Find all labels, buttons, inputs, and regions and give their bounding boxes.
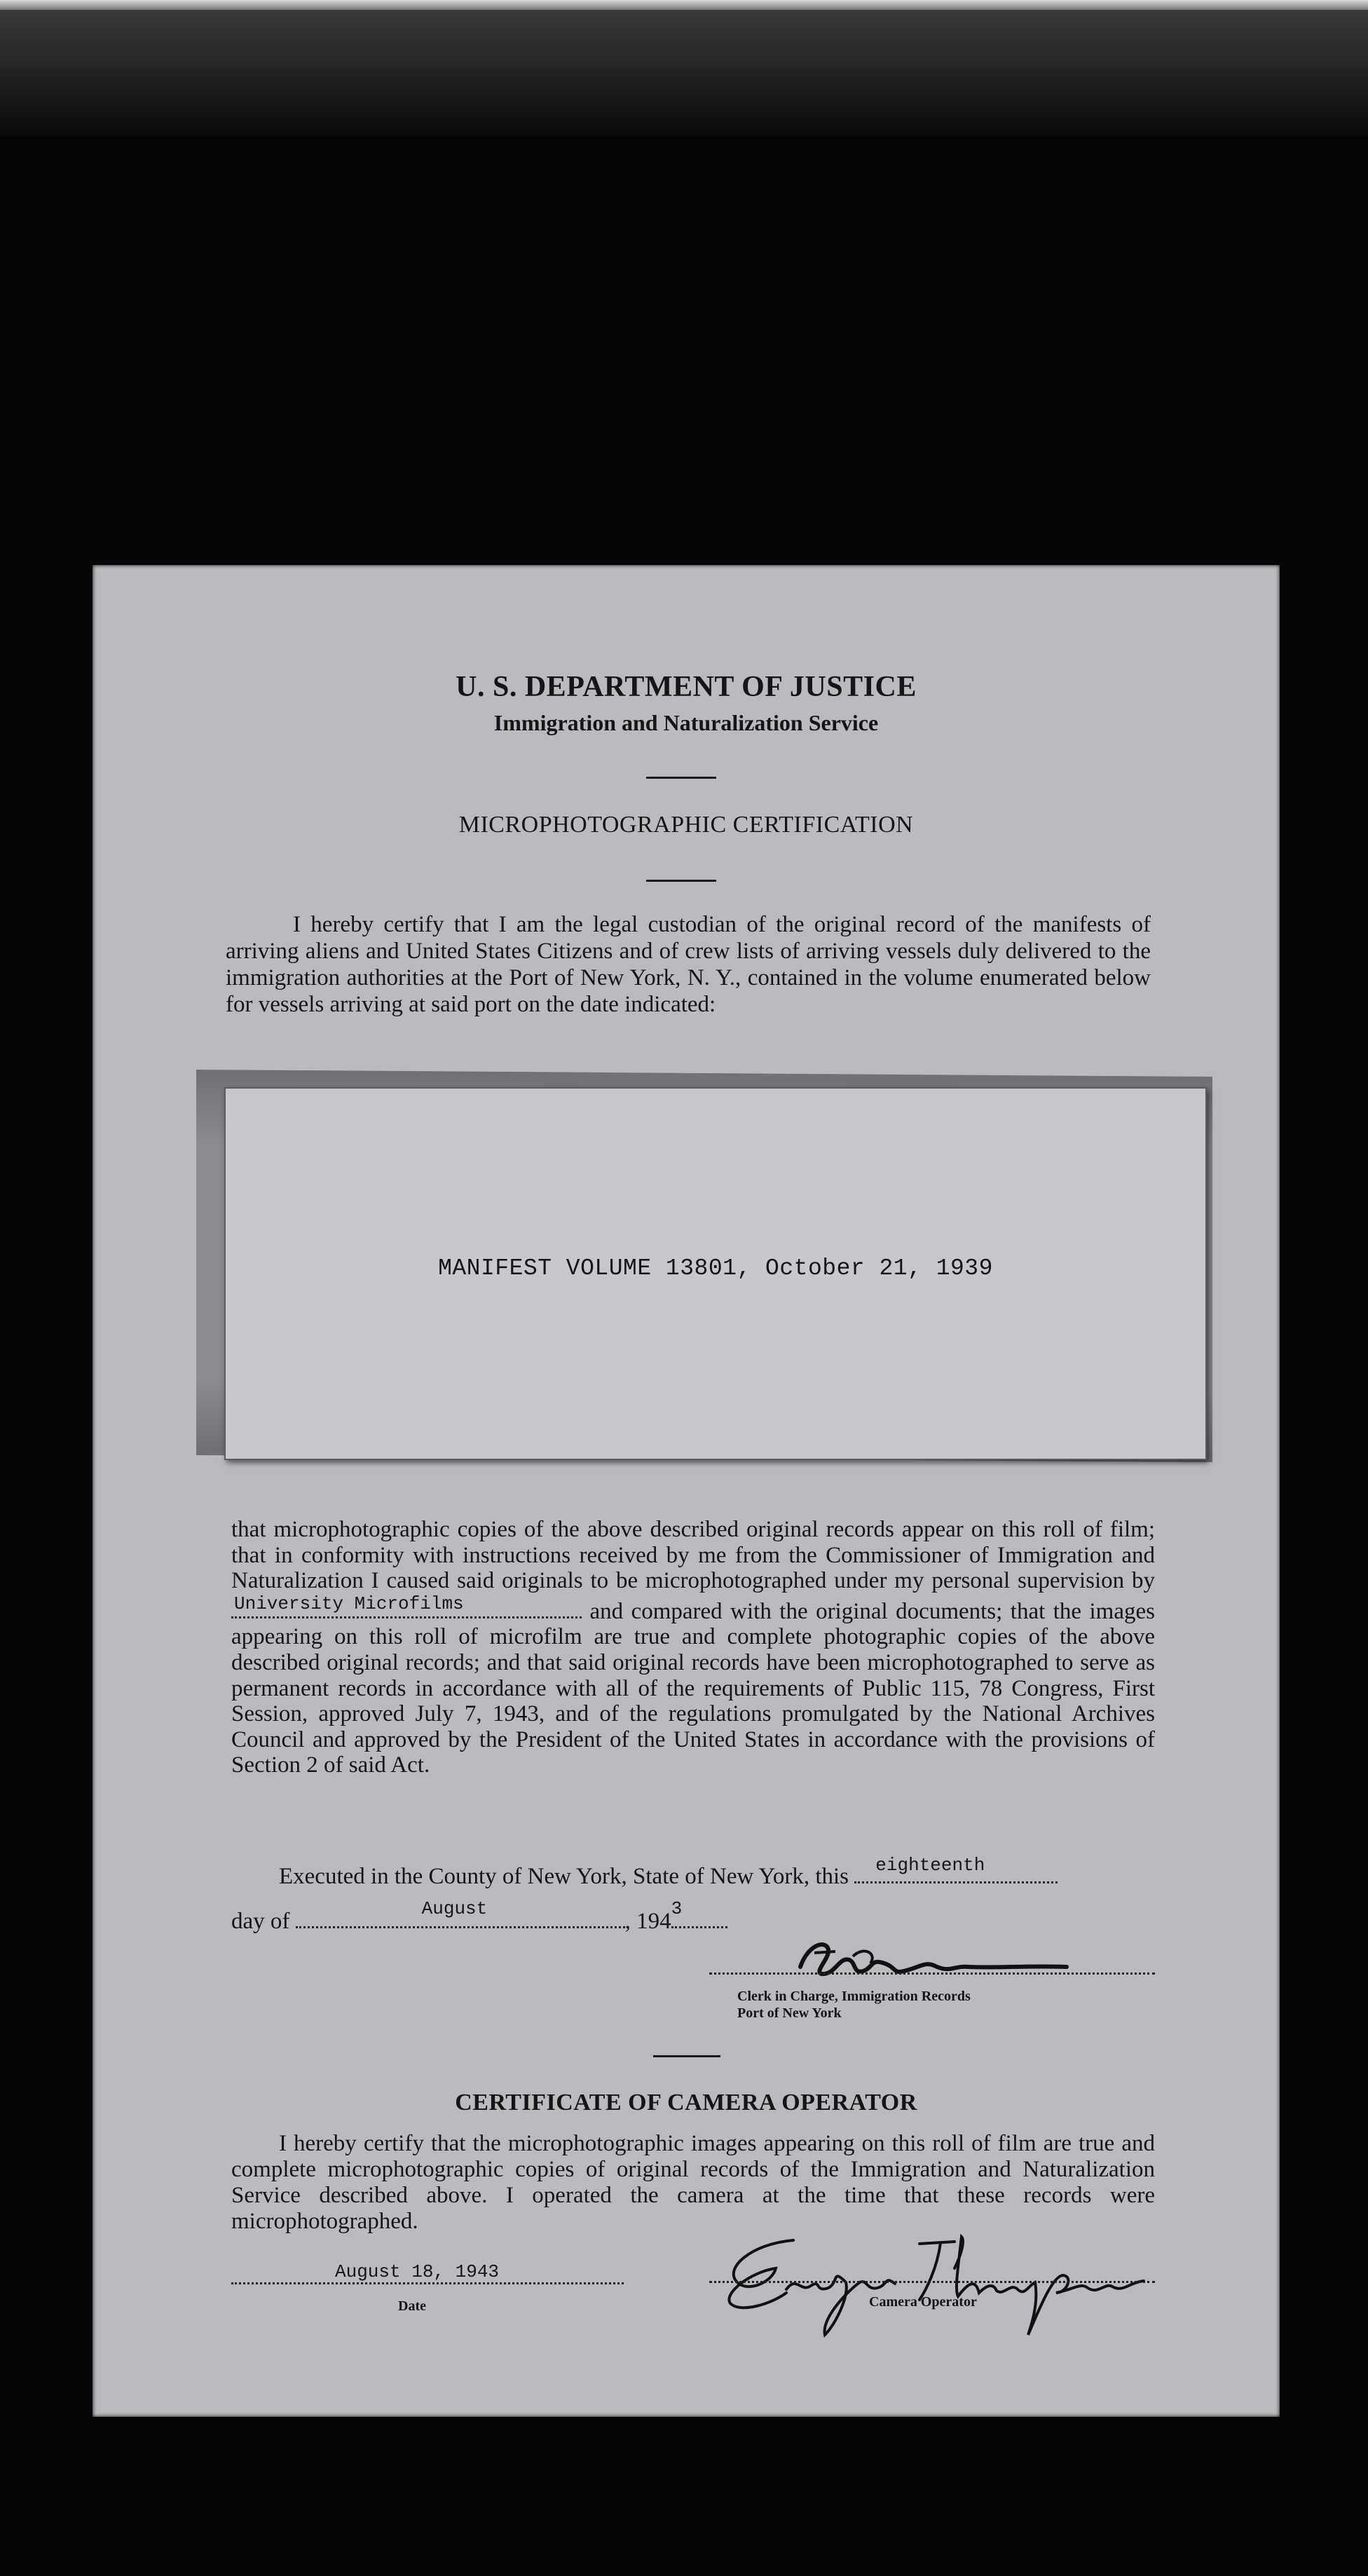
clerk-signature	[786, 1925, 1179, 1988]
day-value: eighteenth	[875, 1855, 985, 1876]
date-label: Date	[398, 2298, 426, 2314]
body-paragraph	[231, 1517, 1155, 1778]
supervisor-field	[231, 1594, 582, 1618]
divider	[646, 880, 716, 882]
intro-paragraph	[226, 911, 1151, 1018]
manifest-volume: MANIFEST VOLUME 13801, October 21, 1939	[438, 1255, 993, 1281]
film-edge	[0, 0, 1368, 10]
operator-label: Camera Operator	[869, 2294, 977, 2310]
month-value: August	[421, 1898, 488, 1919]
camera-operator-title: CERTIFICATE OF CAMERA OPERATOR	[455, 2090, 917, 2115]
camera-operator-paragraph	[231, 2131, 1155, 2235]
certification-title: MICROPHOTOGRAPHIC CERTIFICATION	[458, 812, 914, 838]
operator-signature	[709, 2226, 1165, 2345]
clerk-title-line-1: Clerk in Charge, Immigration Records	[737, 1989, 971, 2004]
executed-text: Executed in the County of New York, State of New York, this	[279, 1864, 849, 1889]
body-text-2: and compared with the original documents; that the images appearing on this roll of microfilm are true and complete photographic copies of the above described original records; and that said original records have been microphotographed to serve as permanent records in accordance with all of the requirements of Public 115, 78 Congress, First Session, approved July 7, 1943, and of the regulations promulgated by the National Archives Council and approved by the President of the United States in accordance with the provisions of Section 2 of said Act.	[231, 1598, 1155, 1778]
body-text-1: that microphotographic copies of the above described original records appear on this roll of film; that in conformity with instructions received by me from the Commissioner of Immigration and Naturalization I caused said originals to be microphotographed under my personal supervision by	[231, 1517, 1155, 1594]
year-prefix: , 194	[624, 1909, 671, 1934]
service-subtitle: Immigration and Naturalization Service	[493, 710, 879, 735]
clerk-title-line-2: Port of New York	[737, 2005, 842, 2021]
date-value: August 18, 1943	[335, 2261, 500, 2282]
camera-operator-text: I hereby certify that the microphotographic images appearing on this roll of film are true and complete microphotographic copies of original records of the Immigration and Naturalization Service described above. I operated the camera at the time that these records were microphotographed.	[231, 2131, 1155, 2234]
day-of-label: day of	[231, 1909, 290, 1934]
certificate-page	[93, 565, 1280, 2417]
manifest-insert	[224, 1087, 1207, 1460]
operator-signature-line	[709, 2281, 1155, 2283]
divider	[646, 777, 716, 779]
day-field	[854, 1855, 1058, 1883]
date-line	[231, 1898, 862, 1935]
year-field	[671, 1898, 727, 1928]
clerk-title	[737, 1988, 971, 2022]
executed-line	[279, 1855, 1155, 1890]
year-value: 3	[671, 1898, 683, 1919]
department-title: U. S. DEPARTMENT OF JUSTICE	[456, 671, 917, 703]
supervisor-value: University Microfilms	[234, 1593, 464, 1614]
clerk-signature-line	[709, 1972, 1155, 1975]
divider	[653, 2055, 720, 2057]
date-signature-line	[231, 2282, 624, 2284]
film-shade	[0, 10, 1368, 136]
month-field	[296, 1898, 625, 1928]
intro-text: I hereby certify that I am the legal custodian of the original record of the manifests of arriving aliens and United States Citizens and of crew lists of arriving vessels duly delivered to the immigration authorities at the Port of New York, N. Y., contained in the volume enumerated below for vessels arriving at said port on the date indicated:	[226, 912, 1151, 1017]
